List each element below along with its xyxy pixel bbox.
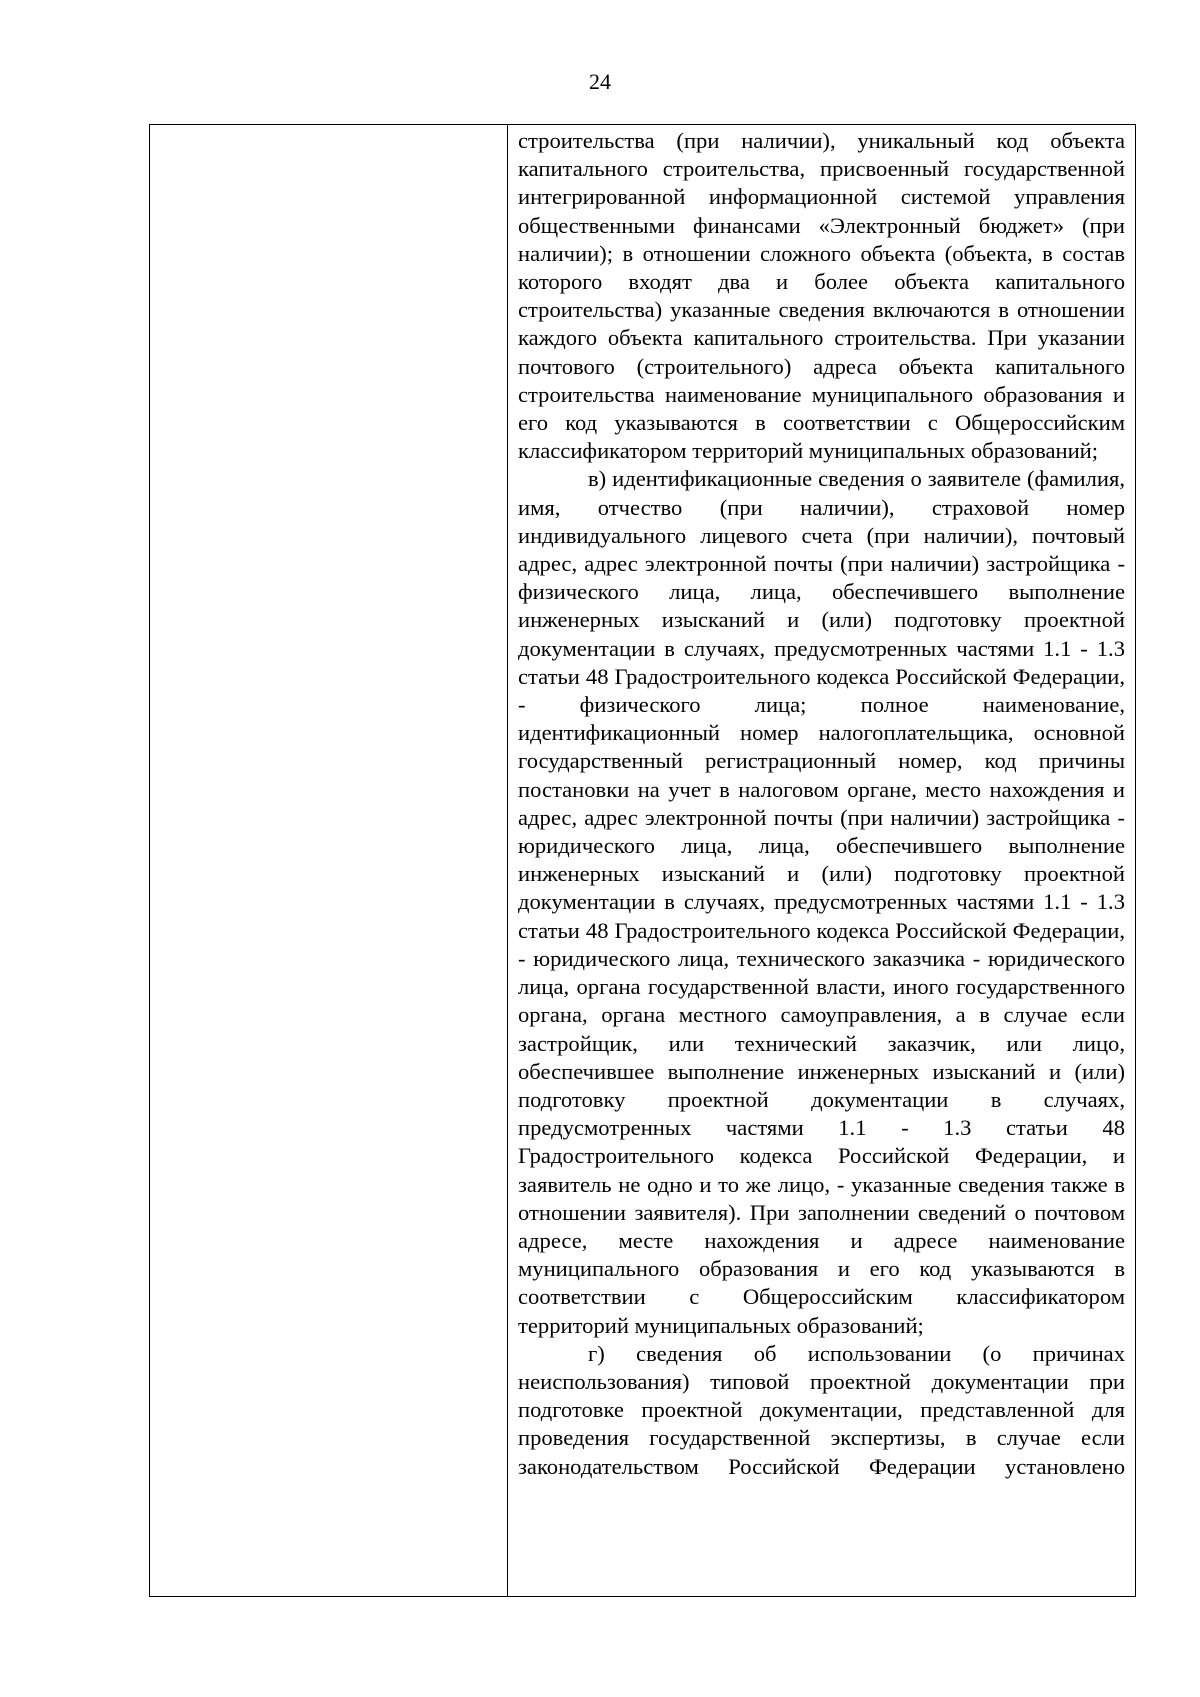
page-number: 24 xyxy=(589,69,611,94)
table-right-cell xyxy=(508,125,1135,1596)
paragraph-project-info: строительства (при наличии), уникальный код объекта капитального строительства, присвоенный государственной интегрированной информационной системой управления общественными финансами «Электронный бюджет» (при наличии); в отношении сложного объекта (объекта, в состав которого входят два и более объекта капитального строительства) указанные сведения включаются в отношении каждого объекта капитального строительства. При указании почтового (строительного) адреса объекта капитального строительства наименование муниципального образования и его код указываются в соответствии с Общероссийским классификатором территорий муниципальных образований; xyxy=(518,128,1125,464)
paragraph-applicant-info: в) идентификационные сведения о заявителе (фамилия, имя, отчество (при наличии), страховой номер индивидуального лицевого счета (при наличии), почтовый адрес, адрес электронной почты (при наличии) застройщика - физического лица, лица, обеспечившего выполнение инженерных изысканий и (или) подготовку проектной документации в случаях, предусмотренных частями 1.1 - 1.3 статьи 48 Градостроительного кодекса Российской Федерации, - физического лица; полное наименование, идентификационный номер налогоплательщика, основной государственный регистрационный номер, код причины постановки на учет в налоговом органе, место нахождения и адрес, адрес электронной почты (при наличии) застройщика - юридического лица, лица, обеспечившего выполнение инженерных изысканий и (или) подготовку проектной документации в случаях, предусмотренных частями 1.1 - 1.3 статьи 48 Градостроительного кодекса Российской Федерации, - юридического лица, технического заказчика - юридического лица, органа государственной власти, иного государственного органа, органа местного самоуправления, а в случае если застройщик, или технический заказчик, или лицо, обеспечившее выполнение инженерных изысканий и (или) подготовку проектной документации в случаях, предусмотренных частями 1.1 - 1.3 статьи 48 Градостроительного кодекса Российской Федерации, и заявитель не одно и то же лицо, - указанные сведения также в отношении заявителя). При заполнении сведений о почтовом адресе, месте нахождения и адресе наименование муниципального образования и его код указываются в соответствии с Общероссийским классификатором территорий муниципальных образований; xyxy=(518,466,1125,1338)
paragraph-typical-docs: г) сведения об использовании (о причинах неиспользования) типовой проектной документации при подготовке проектной документации, представленной для проведения государственной экспертизы, в случае если законодательством Российской Федерации установлено xyxy=(518,1340,1125,1479)
document-table xyxy=(149,124,1136,1597)
table-left-cell xyxy=(150,125,508,1596)
